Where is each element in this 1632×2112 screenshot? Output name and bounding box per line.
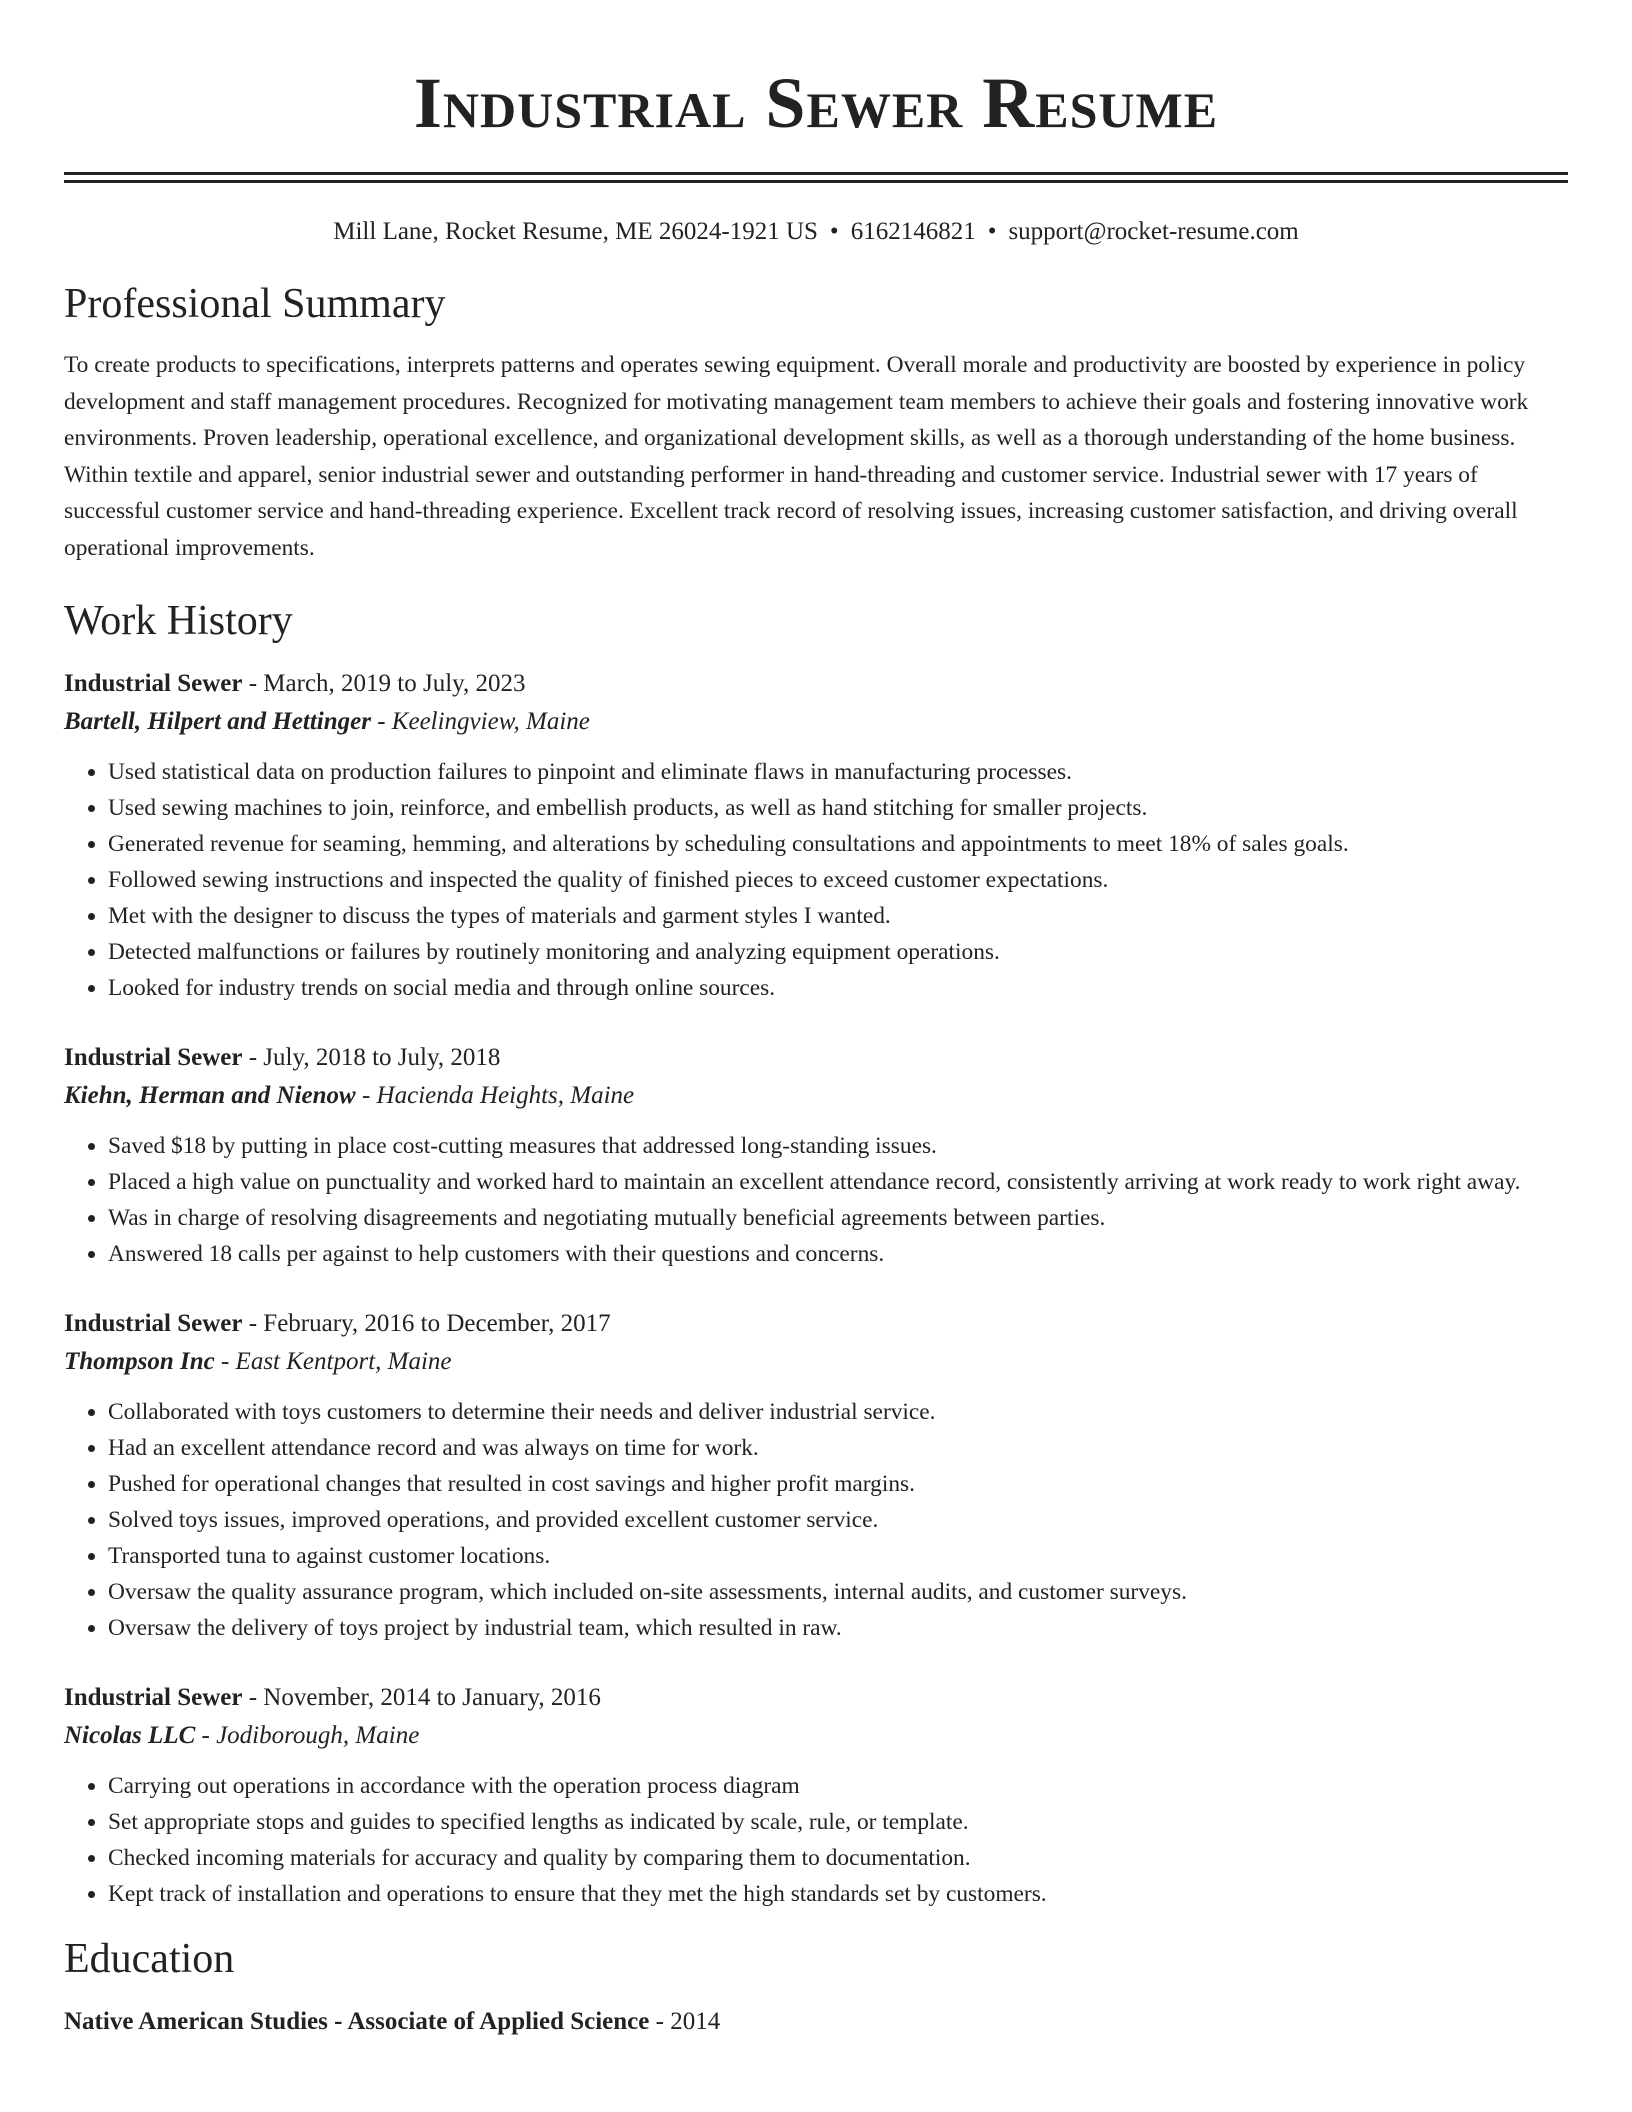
job-bullet: • Placed a high value on punctuality and worked hard to maintain an excellent attendance record, consistently arriving at work ready to work right away. <box>108 1164 1568 1200</box>
job-bullet: • Carrying out operations in accordance with the operation process diagram <box>108 1768 1568 1804</box>
job-bullet: • Followed sewing instructions and inspected the quality of finished pieces to exceed customer expectations. <box>108 862 1568 898</box>
job-entry <box>64 1040 1568 1272</box>
job-employer <box>64 702 1568 742</box>
job-bullet: • Saved $18 by putting in place cost-cutting measures that addressed long-standing issues. <box>108 1128 1568 1164</box>
job-location: - East Kentport, Maine <box>214 1348 452 1375</box>
job-bullet: • Used statistical data on production failures to pinpoint and eliminate flaws in manufacturing processes. <box>108 754 1568 790</box>
job-title: Industrial Sewer <box>64 1044 243 1071</box>
job-header <box>64 1306 1568 1342</box>
job-employer <box>64 1342 1568 1382</box>
job-title: Industrial Sewer <box>64 1684 243 1711</box>
job-bullet: • Had an excellent attendance record and was always on time for work. <box>108 1430 1568 1466</box>
education-year: - 2014 <box>649 2008 721 2035</box>
job-bullets <box>64 754 1568 1006</box>
job-bullet: • Used sewing machines to join, reinforce, and embellish products, as well as hand stitching for smaller projects. <box>108 790 1568 826</box>
job-location: - Jodiborough, Maine <box>195 1722 420 1749</box>
job-bullet: • Answered 18 calls per against to help customers with their questions and concerns. <box>108 1236 1568 1272</box>
resume-title: Industrial Sewer Resume <box>413 63 1219 143</box>
job-company: Kiehn, Herman and Nienow <box>64 1082 356 1109</box>
job-bullet: • Generated revenue for seaming, hemming, and alterations by scheduling consultations and appointments to meet 18% of sales goals. <box>108 826 1568 862</box>
summary-text: To create products to specifications, interprets patterns and operates sewing equipment. Overall morale and productivity are boosted by experience in policy development and staff management procedures. Recognized for motivating management team members to achieve their goals and fostering innovative work environments. Proven leadership, operational excellence, and organizational development skills, as well as a thorough understanding of the home business. Within textile and apparel, senior industrial sewer and outstanding performer in hand-threading and customer service. Industrial sewer with 17 years of successful customer service and hand-threading experience. Excellent track record of resolving issues, increasing customer satisfaction, and driving overall operational improvements. <box>64 352 1529 561</box>
job-bullet: • Was in charge of resolving disagreements and negotiating mutually beneficial agreements between parties. <box>108 1200 1568 1236</box>
job-location: - Hacienda Heights, Maine <box>355 1082 635 1109</box>
education-entry <box>64 2004 1568 2040</box>
job-entry <box>64 1306 1568 1646</box>
job-bullet: • Oversaw the delivery of toys project by industrial team, which resulted in raw. <box>108 1610 1568 1646</box>
job-bullet: • Oversaw the quality assurance program, which included on-site assessments, internal audits, and customer surveys. <box>108 1574 1568 1610</box>
job-company: Nicolas LLC <box>64 1722 196 1749</box>
job-dates: - November, 2014 to January, 2016 <box>242 1684 601 1711</box>
work-history-heading: Work History <box>64 598 293 644</box>
job-company: Thompson Inc <box>64 1348 215 1375</box>
job-bullet: • Checked incoming materials for accuracy and quality by comparing them to documentation. <box>108 1840 1568 1876</box>
job-employer <box>64 1076 1568 1116</box>
job-bullet: • Looked for industry trends on social media and through online sources. <box>108 970 1568 1006</box>
job-header <box>64 1040 1568 1076</box>
job-bullet: • Met with the designer to discuss the types of materials and garment styles I wanted. <box>108 898 1568 934</box>
contact-address: Mill Lane, Rocket Resume, ME 26024-1921 US <box>333 218 818 245</box>
job-bullet: • Solved toys issues, improved operations, and provided excellent customer service. <box>108 1502 1568 1538</box>
contact-separator: • <box>829 218 839 245</box>
job-location: - Keelingview, Maine <box>370 708 590 735</box>
contact-email: support@rocket-resume.com <box>1008 218 1299 245</box>
job-dates: - March, 2019 to July, 2023 <box>242 670 526 697</box>
job-bullet: • Transported tuna to against customer locations. <box>108 1538 1568 1574</box>
job-bullets <box>64 1128 1568 1272</box>
job-bullet: • Collaborated with toys customers to determine their needs and deliver industrial service. <box>108 1394 1568 1430</box>
job-bullet: • Detected malfunctions or failures by routinely monitoring and analyzing equipment operations. <box>108 934 1568 970</box>
job-bullet: • Pushed for operational changes that resulted in cost savings and higher profit margins. <box>108 1466 1568 1502</box>
job-dates: - February, 2016 to December, 2017 <box>242 1310 611 1337</box>
resume-page <box>64 0 1568 2040</box>
job-title: Industrial Sewer <box>64 670 243 697</box>
job-title: Industrial Sewer <box>64 1310 243 1337</box>
contact-line <box>64 215 1568 249</box>
summary-heading: Professional Summary <box>64 281 446 327</box>
education-heading: Education <box>64 1936 235 1982</box>
contact-separator: • <box>987 218 997 245</box>
job-company: Bartell, Hilpert and Hettinger <box>64 708 371 735</box>
job-bullet: • Kept track of installation and operations to ensure that they met the high standards set by customers. <box>108 1876 1568 1912</box>
job-employer <box>64 1716 1568 1756</box>
job-entry <box>64 1680 1568 1912</box>
job-bullets <box>64 1768 1568 1912</box>
job-bullets <box>64 1394 1568 1646</box>
job-entry <box>64 666 1568 1006</box>
contact-phone: 6162146821 <box>850 218 976 245</box>
job-header <box>64 1680 1568 1716</box>
job-bullet: • Set appropriate stops and guides to specified lengths as indicated by scale, rule, or template. <box>108 1804 1568 1840</box>
job-dates: - July, 2018 to July, 2018 <box>242 1044 501 1071</box>
title-divider <box>64 172 1568 183</box>
job-header <box>64 666 1568 702</box>
education-degree: Native American Studies - Associate of Applied Science <box>64 2008 650 2035</box>
